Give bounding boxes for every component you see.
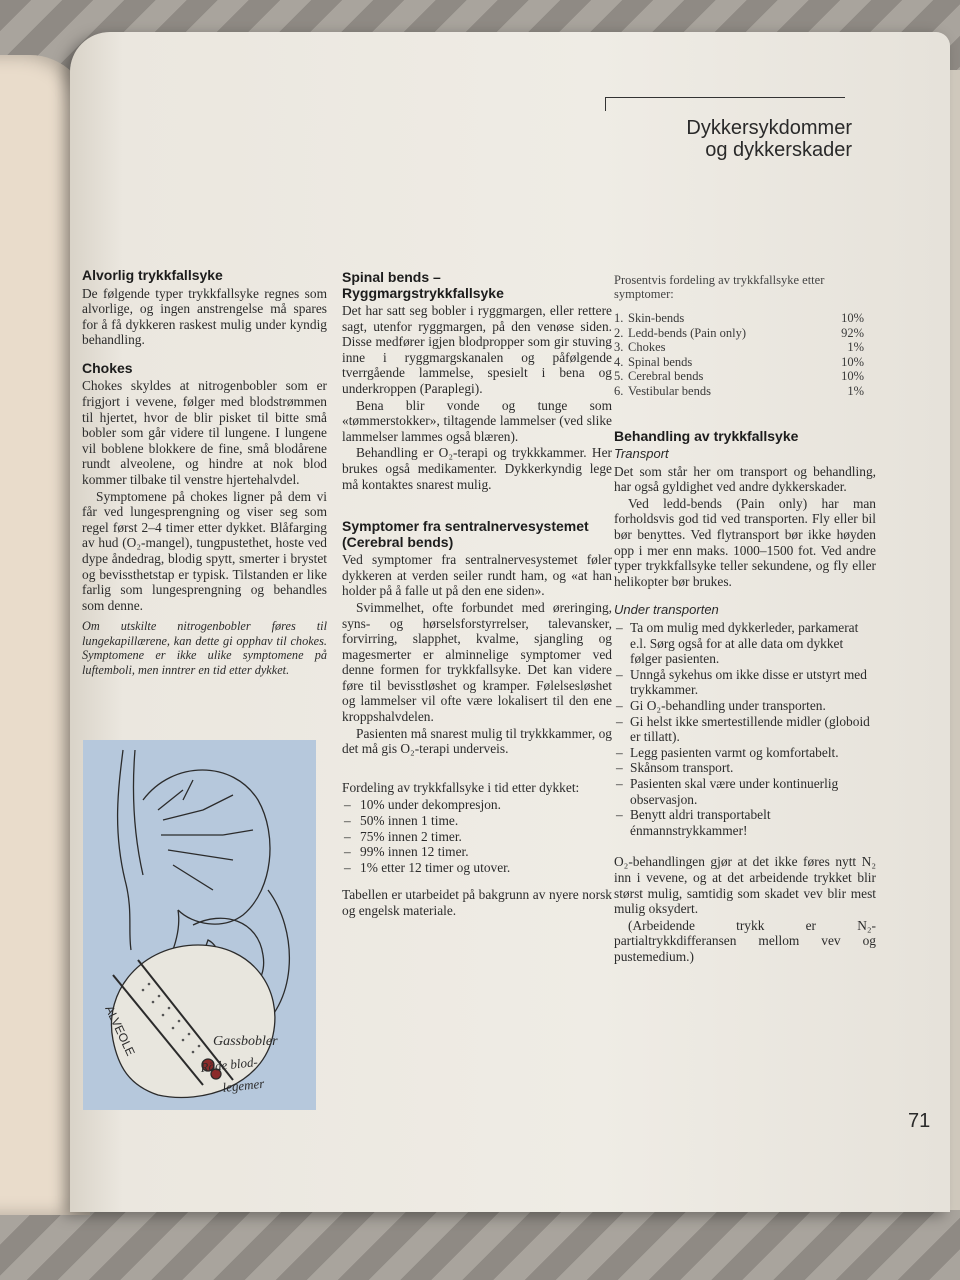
- paragraph-chokes-2: Symptomene på chokes ligner på dem vi får ved lungesprengning og viser seg som regel først 2–4 timer etter dykket. Blåfarging av hud (O₂-mangel), tungpustethet, hoste ved dype åndedrag, blodig spytt, smerter i brystet og bevissthetstap er typisk. Tilstanden er like farlig som lungesprengning og behandles som denne.: [82, 488, 327, 613]
- label-alveole: ALVEOLE: [102, 1003, 138, 1059]
- paragraph-arbeidende-trykk: (Arbeidende trykk er N₂-partialtrykkdifferansen mellom vev og pustemedium.): [614, 917, 876, 964]
- heading-cerebral-bends: Symptomer fra sentralnervesystemet (Cerebral bends): [342, 518, 589, 550]
- paragraph-transport-1: Det som står her om transport og behandling, har også gyldighet ved andre dykkerskader.: [614, 463, 876, 495]
- alveole-illustration: [83, 740, 316, 1110]
- paragraph-distribution-intro: Fordeling av trykkfallsyke i tid etter dykket:: [342, 779, 580, 795]
- list-item: – Gi O₂-behandling under transporten.: [614, 698, 876, 714]
- list-item: – Skånsom transport.: [614, 760, 876, 776]
- list-item: – Legg pasienten varmt og komfortabelt.: [614, 745, 876, 761]
- subheading-under-transporten: Under transporten: [614, 602, 719, 618]
- paragraph-transport-2: Ved ledd-bends (Pain only) har man forholdsvis god tid ved transporten. Fly eller bil bør benyttes. Ved flytransport bør ikke høyden opp i mer enn maks. 1000–1500 fot. Ved andre typer trykkfallsyke teller sekundene, og fly eller helikopter bør brukes.: [614, 495, 876, 589]
- table-row: 2. Ledd-bends (Pain only) 92%: [614, 325, 864, 340]
- heading-alvorlig-trykkfallsyke: Alvorlig trykkfallsyke: [82, 267, 223, 283]
- list-item: – Gi helst ikke smertestillende midler (globoid er tillatt).: [614, 714, 876, 745]
- list-item: – 75% innen 2 timer.: [342, 829, 612, 845]
- list-item: – 1% etter 12 timer og utover.: [342, 860, 612, 876]
- list-item: – Pasienten skal være under kontinuerlig observasjon.: [614, 776, 876, 807]
- chapter-title: Dykkersykdommer og dykkerskader: [686, 117, 852, 162]
- table-row: 5. Cerebral bends 10%: [614, 369, 864, 384]
- heading-spinal-bends: Spinal bends – Ryggmargstrykkfallsyke: [342, 269, 504, 301]
- paragraph-cerebral-3: Pasienten må snarest mulig til trykkkammer, og det må gis O₂-terapi underveis.: [342, 725, 612, 757]
- list-item: – Ta om mulig med dykkerleder, parkamerat e.l. Sørg også for at alle data om dykket følger pasienten.: [614, 620, 876, 667]
- figure-caption: Om utskilte nitrogenbobler føres til lungekapillærene, kan dette gi opphav til chokes. Symptomene er ikke ulike symptomene på luftemboli, men inntrer en tid etter dykket.: [82, 619, 327, 677]
- table-row: 4. Spinal bends 10%: [614, 354, 864, 369]
- paragraph-cerebral-2: Svimmelhet, ofte forbundet med øreringing, syns- og hørselsforstyrrelser, talevansker, forvirring, slapphet, kvalme, sjangling og magesmerter er alminnelige symptomer ved denne formen for trykkfallsyke. Det kan videre føre til bevisstløshet og kramper. Følelsesløshet og lammelser vil ofte være lokalisert til den ene kroppshalvdelen.: [342, 599, 612, 725]
- lung-drawing: [83, 740, 316, 1110]
- paragraph-o2-behandling: O₂-behandlingen gjør at det ikke føres nytt N₂ inn i vevene, og at det arbeidende trykket blir størst mulig, samtidig som skadet vev blir mest mulig oksydert.: [614, 854, 876, 917]
- table-row: 1. Skin-bends 10%: [614, 311, 864, 325]
- list-item: – 50% innen 1 time.: [342, 813, 612, 829]
- table-row: 3. Chokes 1%: [614, 340, 864, 355]
- heading-behandling: Behandling av trykkfallsyke: [614, 427, 799, 444]
- transport-list: [614, 620, 876, 838]
- list-item: – 10% under dekompresjon.: [342, 797, 612, 813]
- paragraph-table-source: Tabellen er utarbeidet på bakgrunn av nyere norsk og engelsk materiale.: [342, 887, 612, 918]
- paragraph-chokes-1: Chokes skyldes at nitrogenbobler som er frigjort i vevene, følger med blodstrømmen til hjertet, hvor de blir pisket til bitte små bobler som går videre til lungene. I lungene vil boblene blokkere de fine, små blodårene rundt alveolene, og hindre at nok blod kommer tilbake til venstre hjertehalvdel.: [82, 378, 327, 487]
- header-rule-tick: [605, 97, 606, 111]
- page-number: 71: [908, 1110, 931, 1132]
- paragraph-alvorlig-intro: De følgende typer trykkfallsyke regnes som alvorlige, og ingen anstrengelse må spares for å få dykkeren raskest mulig under kyndig behandling.: [82, 285, 327, 348]
- list-item: – 99% innen 12 timer.: [342, 844, 612, 860]
- header-rule: [605, 97, 845, 98]
- list-item: – Benytt aldri transportabelt énmannstrykkammer!: [614, 807, 876, 838]
- label-rode-blod: Röde blod-: [199, 1054, 259, 1075]
- symptom-table: [614, 311, 864, 399]
- distribution-list: [342, 797, 612, 875]
- table-row: 6. Vestibular bends 1%: [614, 383, 864, 398]
- list-item: – Unngå sykehus om ikke disse er utstyrt med trykkammer.: [614, 667, 876, 698]
- label-legemer: legemer: [221, 1075, 265, 1095]
- label-gassbobler: Gassbobler: [213, 1034, 278, 1049]
- column-3: [614, 273, 876, 965]
- paragraph-spinal-1: Det har satt seg bobler i ryggmargen, eller rettere sagt, utenfor ryggmargen, på den venøse siden. Disse medfører igjen blodpropper som gir stuving inne i ryggmargskanalen og påfølgende tverrgående lammelse, spesielt i bena og underkroppen (Paraplegi).: [342, 303, 612, 396]
- paragraph-cerebral-1: Ved symptomer fra sentralnervesystemet føler dykkeren at verden seiler rundt ham, og «at han holder på å falle ut på den ene siden».: [342, 552, 612, 599]
- symptom-table-title: Prosentvis fordeling av trykkfallsyke etter symptomer:: [614, 273, 825, 301]
- paragraph-spinal-3: Behandling er O₂-terapi og trykkkammer. Her brukes også medikamenter. Dykkerkyndig lege må kontaktes snarest mulig.: [342, 445, 612, 492]
- subheading-transport: Transport: [614, 446, 669, 462]
- paragraph-spinal-2: Bena blir vonde og tunge som «tømmerstokker», tiltagende lammelser (ved slike lammelser lammes også blæren).: [342, 397, 612, 444]
- heading-chokes: Chokes: [82, 359, 133, 376]
- column-1: [82, 268, 327, 678]
- column-2: [342, 270, 612, 920]
